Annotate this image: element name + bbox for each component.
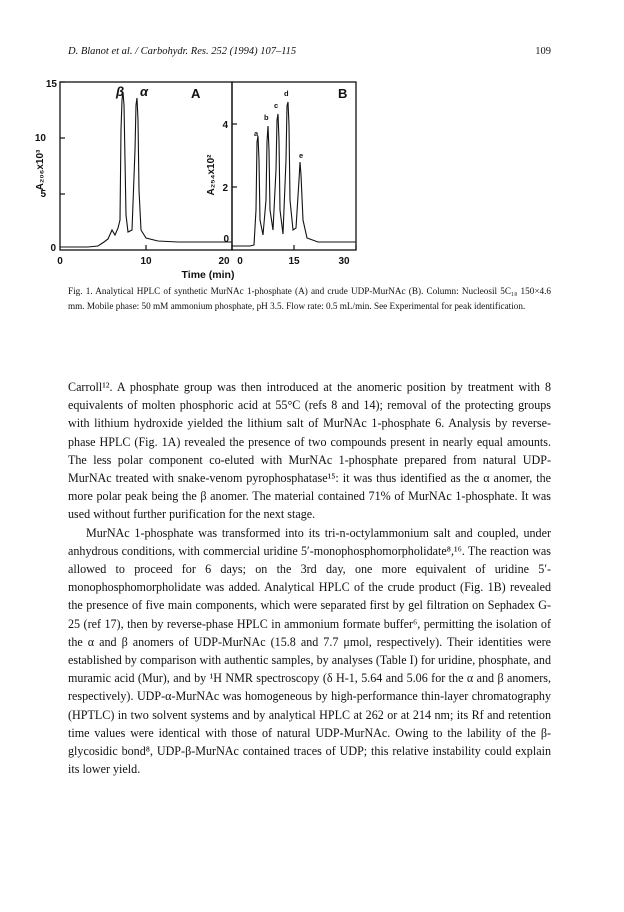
panel-b-peak-d: d	[284, 89, 289, 98]
panel-b-trace	[232, 102, 356, 246]
panel-b-ytick-0: 0	[223, 234, 229, 245]
panel-a-ytick-15: 15	[45, 79, 57, 90]
panel-a-peak-alpha: α	[140, 84, 149, 99]
panel-b-peak-b: b	[264, 113, 269, 122]
panel-a-peak-beta: β	[116, 84, 125, 99]
paragraph: MurNAc 1-phosphate was transformed into its tri-n-octylammonium salt and coupled, under anhydrous conditions, with commercial uridine 5′-monophosphomorpholidate⁸,¹⁶. The reaction was allowed to proceed for 6 days; on the 3rd day, one more equivalent of uridine 5′-monophosphomorpholidate was added. Analytical HPLC of the crude product (Fig. 1B) revealed the presence of five main components, which were separated first by gel filtration on Sephadex G-25 (ref 17), then by reverse-phase HPLC in ammonium formate buffer⁶, permitting the isolation of the α and β anomers of UDP-MurNAc (15.8 and 7.7 μmol, respectively). Their identities were established by comparison with authentic samples, by analyses (Table I) for uridine, phosphate, and muramic acid (Mur), and by ¹H NMR spectroscopy (δ H-1, 5.64 and 5.06 for the α and β anomers, respectively). UDP-α-MurNAc was homogeneous by high-performance thin-layer chromatography (HPTLC) in two solvent systems and by analytical HPLC at 262 or at 214 nm; its Rf and retention time values were identical with those of natural UDP-MurNAc. Owing to the lability of the β-glycosidic bond⁸, UDP-β-MurNAc contained traces of UDP; this relative instability could explain its lower yield.	[68, 525, 551, 777]
panel-a-xtick-10: 10	[140, 256, 152, 267]
panel-b-ytick-4: 4	[222, 120, 228, 131]
running-title: D. Blanot et al. / Carbohydr. Res. 252 (1994) 107–115	[68, 46, 297, 57]
panel-b-peak-e: e	[299, 151, 304, 160]
panel-a-ytick-10: 10	[34, 133, 46, 144]
panel-a-xtick-20: 20	[218, 256, 230, 267]
paragraph: Carroll¹². A phosphate group was then introduced at the anomeric position by treatment with 8 equivalents of molten phosphoric acid at 55°C (refs 8 and 14); removal of the protecting groups with lithium hydroxide yielded the lithium salt of MurNAc 1-phosphate 6. Analysis by reverse-phase HPLC (Fig. 1A) revealed the presence of two compounds present in nearly equal amounts. The less polar component co-eluted with MurNAc 1-phosphate prepared from natural UDP-MurNAc treated with snake-venom pyrophosphatase¹⁵: it was thus identified as the α anomer, the more polar peak being the β anomer. The material contained 71% of MurNAc 1-phosphate. It was used without further purification for the next stage.	[68, 380, 551, 522]
page-number: 109	[535, 46, 551, 57]
panel-b-y-axis-label: A₂₅₄x10²	[206, 154, 217, 196]
panel-b-letter: B	[338, 86, 348, 101]
panel-b-ytick-2: 2	[222, 183, 228, 194]
panel-a-letter: A	[191, 86, 201, 101]
panel-a-ytick-5: 5	[40, 189, 46, 200]
panel-a-xtick-0: 0	[57, 256, 63, 267]
panel-b-peak-a: a	[254, 129, 259, 138]
panel-b-xtick-0: 0	[237, 256, 243, 267]
running-head	[68, 46, 551, 57]
figure-caption: Fig. 1. Analytical HPLC of synthetic MurNAc 1-phosphate (A) and crude UDP-MurNAc (B). Column: Nucleosil 5C₁₈ 150×4.6 mm. Mobile phase: 50 mM ammonium phosphate, pH 3.5. Flow rate: 0.5 mL/min. See Experimental for peak identification.	[68, 286, 551, 311]
panel-b-xtick-30: 30	[338, 256, 350, 267]
body-text	[68, 378, 551, 778]
panel-b-peak-c: c	[274, 101, 279, 110]
hplc-figure	[28, 70, 368, 282]
x-axis-label: Time (min)	[181, 269, 235, 281]
panel-b-frame	[232, 82, 356, 250]
panel-a-ytick-0: 0	[50, 243, 56, 254]
panel-b-xtick-15: 15	[288, 256, 300, 267]
panel-a-y-axis-label: A₂₀₆x10³	[35, 149, 46, 191]
